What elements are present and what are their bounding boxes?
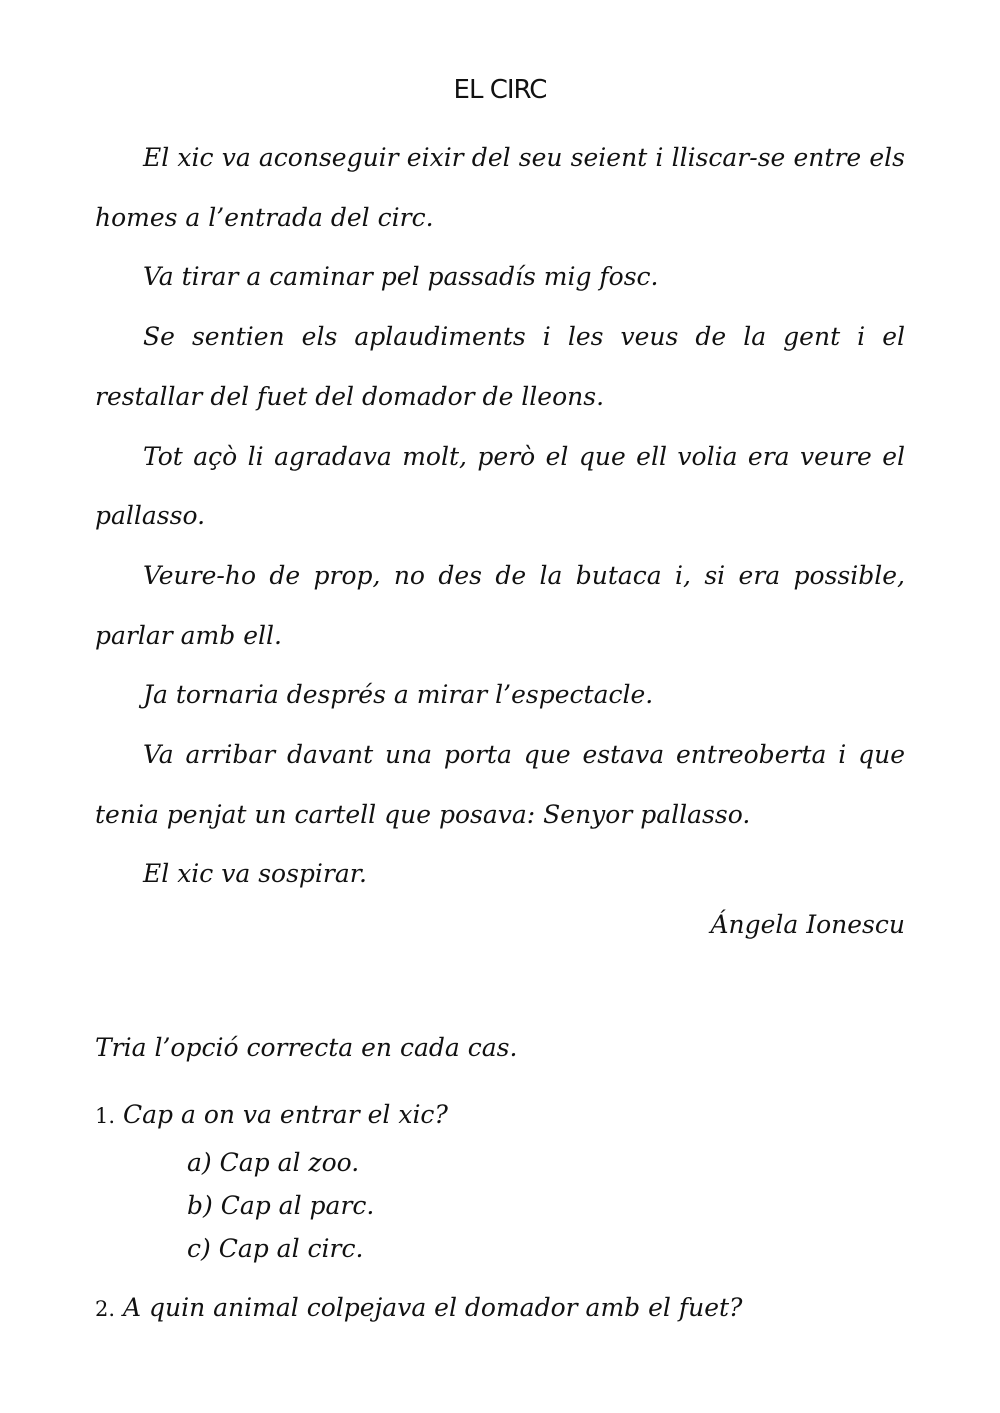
question-number: 1. <box>95 1104 116 1128</box>
page-title: EL CIRC <box>453 75 547 105</box>
author-name: Ángela Ionescu <box>710 910 905 939</box>
question-1-options <box>187 1141 374 1270</box>
story-paragraph: Se sentien els aplaudiments i les veus de la gent i el restallar del fuet del domador de lleons. <box>95 322 905 411</box>
story-paragraph: Ja tornaria després a mirar l’espectacle. <box>143 680 654 710</box>
story-paragraph: Veure-ho de prop, no des de la butaca i, si era possible, parlar amb ell. <box>95 560 905 650</box>
exercise-instruction: Tria l’opció correcta en cada cas. <box>95 1033 518 1062</box>
answer-option-b[interactable]: b) Cap al parc. <box>187 1191 375 1220</box>
story-paragraph: El xic va sospirar. <box>143 859 367 889</box>
question-1 <box>95 1095 448 1136</box>
story-paragraph: Tot açò li agradava molt, però el que ell volia era veure el pallasso. <box>95 441 905 531</box>
answer-option-a[interactable]: a) Cap al zoo. <box>187 1148 360 1177</box>
question-2 <box>95 1288 742 1329</box>
story-paragraph: Va tirar a caminar pel passadís mig fosc. <box>143 262 659 292</box>
question-text: A quin animal colpejava el domador amb el fuet? <box>123 1293 743 1322</box>
story-paragraph: El xic va aconseguir eixir del seu seient i lliscar-se entre els homes a l’entrada del circ. <box>95 143 905 232</box>
answer-option-c[interactable]: c) Cap al circ. <box>187 1234 364 1263</box>
story-paragraph: Va arribar davant una porta que estava entreoberta i que tenia penjat un cartell que posava: Senyor pallasso. <box>95 740 905 829</box>
story-text <box>95 128 905 904</box>
question-text: Cap a on va entrar el xic? <box>123 1100 448 1129</box>
question-number: 2. <box>95 1297 116 1321</box>
